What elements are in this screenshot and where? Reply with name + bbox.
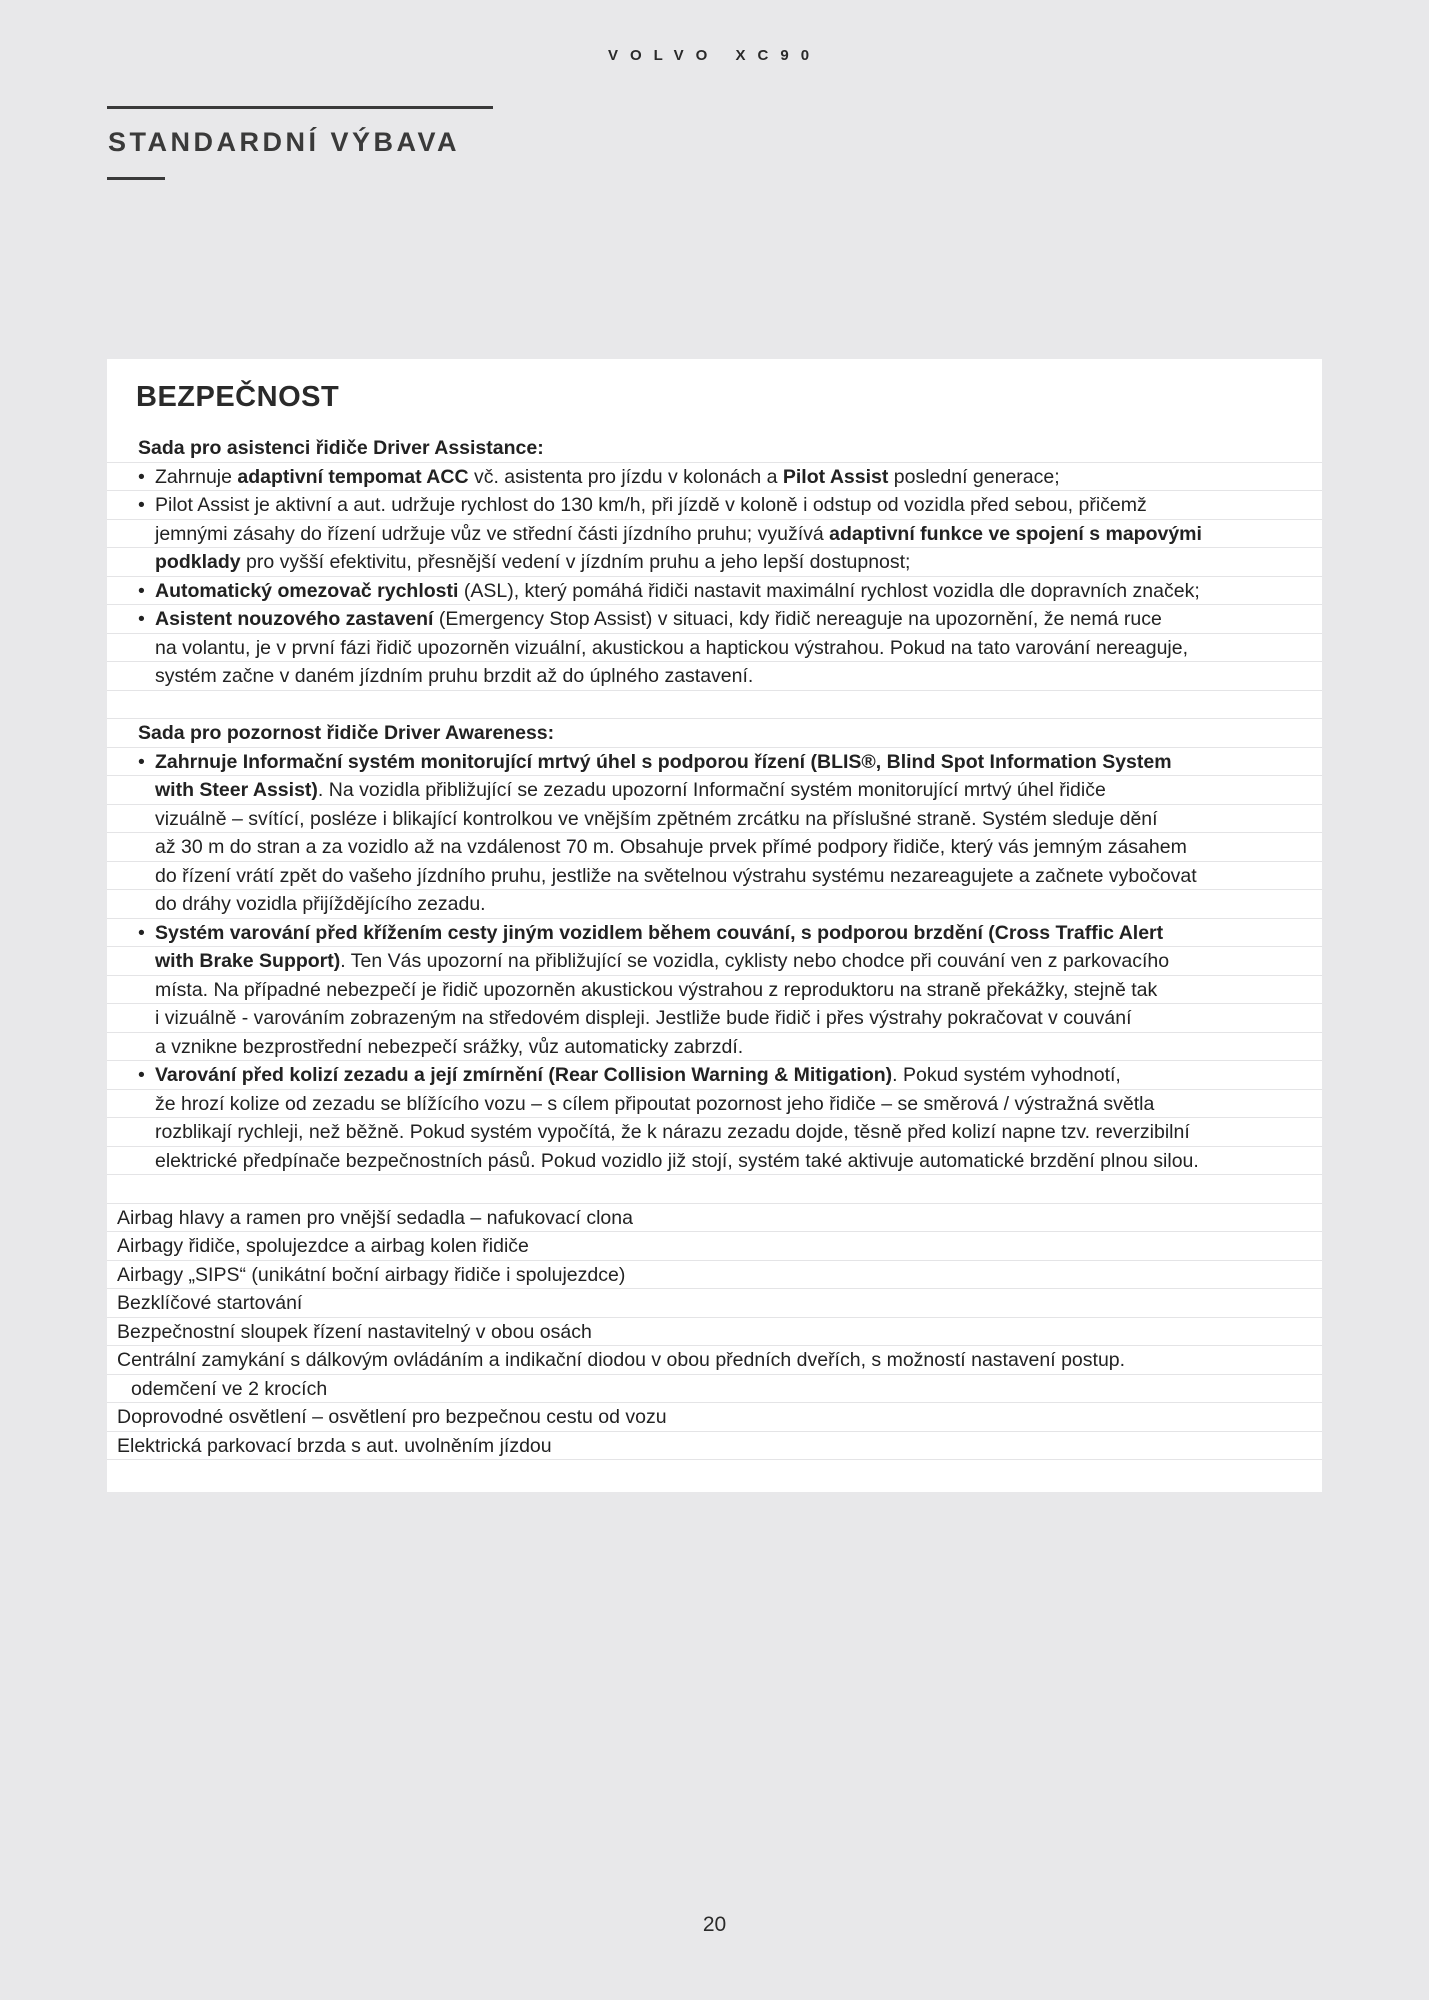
list-item [107, 491, 1322, 520]
bullet: • [138, 494, 145, 516]
text: vč. asistenta pro jízdu v kolonách a [468, 465, 783, 488]
bold-text: with Brake Support) [155, 950, 341, 972]
driver-awareness-heading: Sada pro pozornost řidiče Driver Awareness: [107, 719, 1322, 748]
bold-text: with Steer Assist) [155, 779, 318, 801]
equipment-item: Airbagy řidiče, spolujezdce a airbag kolen řidiče [107, 1232, 1322, 1261]
list-item-continuation: elektrické předpínače bezpečnostních pásů. Pokud vozidlo již stojí, systém také aktivuje automatické brzdění plnou silou. [107, 1147, 1322, 1176]
spacer-row [107, 1175, 1322, 1204]
text: jemnými zásahy do řízení udržuje vůz ve střední části jízdního pruhu; využívá [155, 522, 830, 545]
list-item-continuation [107, 548, 1322, 577]
bold-text: Systém varování před křížením cesty jiným vozidlem během couvání, s podporou brzdění (Cross Traffic Alert [155, 921, 1164, 944]
title-underline [107, 177, 165, 180]
bullet: • [138, 750, 145, 773]
list-item-continuation: i vizuálně - varováním zobrazeným na středovém displeji. Jestliže bude řidič i přes výstrahy pokračovat v couvání [107, 1004, 1322, 1033]
text: Zahrnuje [155, 465, 238, 488]
bold-text: adaptivní tempomat ACC [237, 465, 469, 488]
driver-assistance-heading: Sada pro asistenci řidiče Driver Assistance: [107, 434, 1322, 463]
text: (ASL), který pomáhá řidiči nastavit maximální rychlost vozidla dle dopravních značek; [458, 579, 1200, 602]
list-item-continuation: a vznikne bezprostřední nebezpečí srážky, vůz automaticky zabrzdí. [107, 1033, 1322, 1062]
bullet: • [138, 921, 145, 944]
text: . Na vozidla přibližující se zezadu upozorní Informační systém monitorující mrtvý úhel řidiče [317, 779, 1106, 801]
bullet: • [138, 608, 145, 630]
bold-text: podklady [155, 551, 241, 573]
list-item-continuation: do dráhy vozidla přijíždějícího zezadu. [107, 890, 1322, 919]
text: (Emergency Stop Assist) v situaci, kdy řidič nereaguje na upozornění, že nemá ruce [433, 608, 1162, 630]
list-item-continuation: na volantu, je v první fázi řidič upozorněn vizuální, akustickou a haptickou výstrahou. Pokud na tato varování nereaguje, [107, 634, 1322, 663]
text: Pilot Assist je aktivní a aut. udržuje rychlost do 130 km/h, při jízdě v koloně i odstup od vozidla před sebou, přičemž [155, 494, 1147, 516]
equipment-item: Centrální zamykání s dálkovým ovládáním a indikační diodou v obou předních dveřích, s možností nastavení postup. [107, 1346, 1322, 1375]
list-item [107, 605, 1322, 634]
equipment-item: Elektrická parkovací brzda s aut. uvolněním jízdou [107, 1432, 1322, 1461]
brand-header: VOLVO XC90 [607, 47, 822, 64]
section-title: STANDARDNÍ VÝBAVA [108, 127, 461, 157]
list-item [107, 748, 1322, 777]
list-item-continuation: systém začne v daném jízdním pruhu brzdit až do úplného zastavení. [107, 662, 1322, 691]
bold-text: Automatický omezovač rychlosti [155, 579, 459, 602]
equipment-item: Bezpečnostní sloupek řízení nastavitelný v obou osách [107, 1318, 1322, 1347]
page-number: 20 [702, 1913, 727, 1936]
equipment-item-continuation: odemčení ve 2 krocích [107, 1375, 1322, 1404]
list-item [107, 1061, 1322, 1090]
list-item [107, 919, 1322, 948]
list-item-continuation: do řízení vrátí zpět do vašeho jízdního pruhu, jestliže na světelnou výstrahu systému nezareagujete a začnete vybočovat [107, 862, 1322, 891]
equipment-item: Airbagy „SIPS“ (unikátní boční airbagy řidiče i spolujezdce) [107, 1261, 1322, 1290]
list-item-continuation: až 30 m do stran a za vozidlo až na vzdálenost 70 m. Obsahuje prvek přímé podpory řidiče, který vás jemným zásahem [107, 833, 1322, 862]
bold-text: Asistent nouzového zastavení [155, 608, 434, 630]
list-item-continuation: rozblikají rychleji, než běžně. Pokud systém vypočítá, že k nárazu zezadu dojde, těsně před kolizí napne tzv. reverzibilní [107, 1118, 1322, 1147]
bold-text: adaptivní funkce ve spojení s mapovými [829, 522, 1202, 545]
text: . Pokud systém vyhodnotí, [892, 1064, 1121, 1086]
text: . Ten Vás upozorní na přibližující se vozidla, cyklisty nebo chodce při couvání ven z parkovacího [340, 950, 1170, 972]
bullet: • [138, 1064, 145, 1086]
list-item [107, 577, 1322, 606]
equipment-list [107, 434, 1322, 1460]
equipment-item: Doprovodné osvětlení – osvětlení pro bezpečnou cestu od vozu [107, 1403, 1322, 1432]
list-item-continuation: místa. Na případné nebezpečí je řidič upozorněn akustickou výstrahou z reproduktoru na straně překážky, stejně tak [107, 976, 1322, 1005]
text: pro vyšší efektivitu, přesnější vedení v jízdním pruhu a jeho lepší dostupnost; [240, 551, 911, 573]
bullet: • [138, 579, 145, 602]
bold-text: Pilot Assist [782, 465, 889, 488]
panel-title: BEZPEČNOST [136, 381, 340, 413]
list-item-continuation [107, 776, 1322, 805]
equipment-item: Bezklíčové startování [107, 1289, 1322, 1318]
list-item-continuation: vizuálně – svítící, posléze i blikající kontrolkou ve vnějším zpětném zrcátku na příslušné straně. Systém sleduje dění [107, 805, 1322, 834]
list-item-continuation [107, 520, 1322, 549]
list-item-continuation: že hrozí kolize od zezadu se blížícího vozu – s cílem připoutat pozornost jeho řidiče – se směrová / výstražná světla [107, 1090, 1322, 1119]
spacer-row [107, 691, 1322, 720]
top-rule [107, 106, 493, 109]
bold-text: Varování před kolizí zezadu a její zmírnění (Rear Collision Warning & Mitigation) [155, 1064, 893, 1086]
equipment-item: Airbag hlavy a ramen pro vnější sedadla – nafukovací clona [107, 1204, 1322, 1233]
bold-text: Zahrnuje Informační systém monitorující mrtvý úhel s podporou řízení (BLIS®, Blind Spot Information System [155, 750, 1172, 773]
text: poslední generace; [888, 465, 1060, 488]
list-item-continuation [107, 947, 1322, 976]
bullet: • [138, 465, 145, 488]
safety-panel [107, 359, 1322, 1492]
list-item [107, 463, 1322, 492]
